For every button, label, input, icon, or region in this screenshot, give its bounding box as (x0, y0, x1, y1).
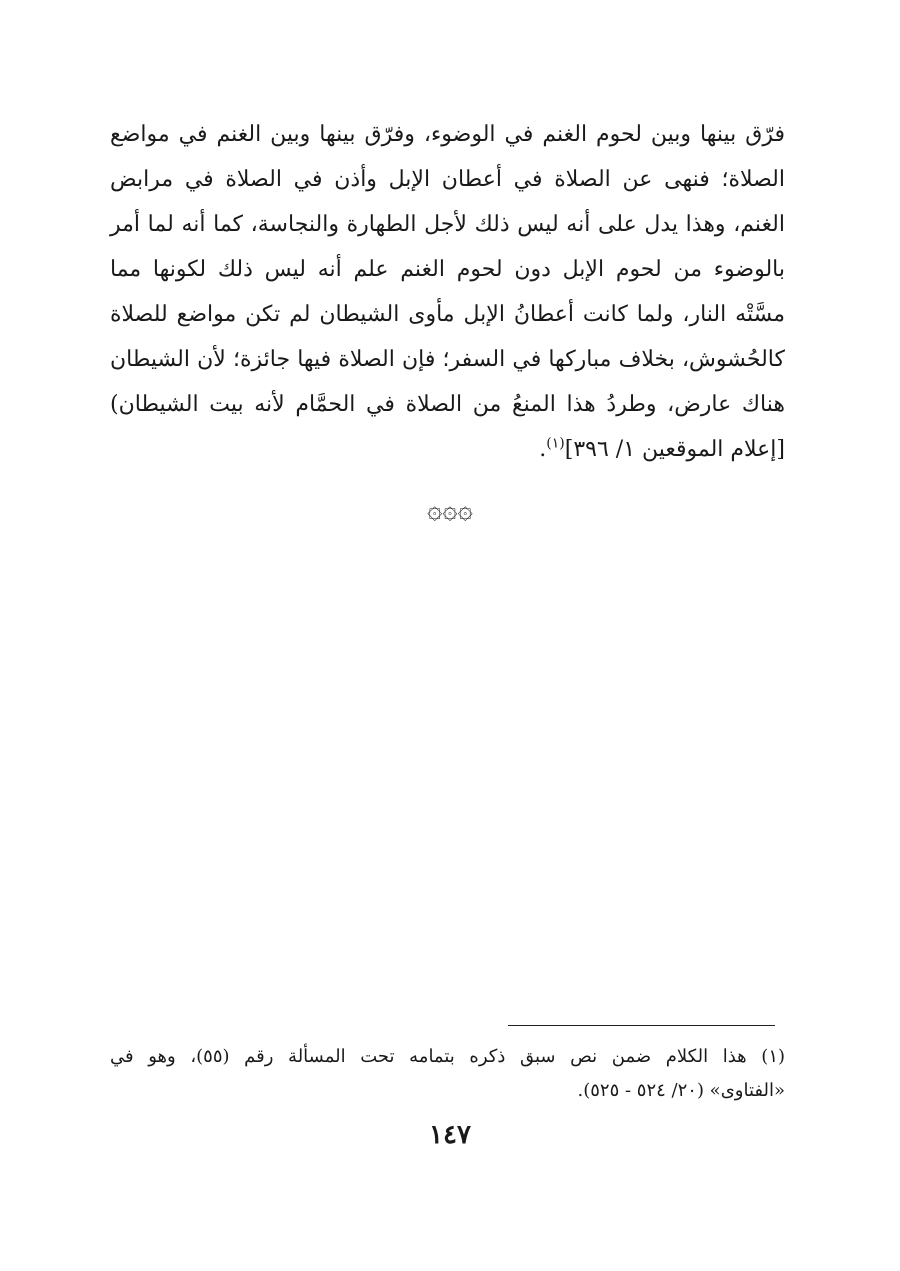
source-citation: [إعلام الموقعين ١/ ٣٩٦] (564, 437, 785, 462)
page-number: ١٤٧ (429, 1120, 471, 1150)
section-separator-ornaments: ۞۞۞ (427, 495, 473, 525)
footnote-marker: (١) (546, 435, 565, 452)
text-line: كالحُشوش، بخلاف مباركها في السفر؛ فإن الصلاة فيها جائزة؛ لأن الشيطان (110, 347, 785, 372)
footnote-line: «الفتاوى» (٢٠/ ٥٢٤ - ٥٢٥). (577, 1080, 785, 1101)
citation-line (110, 427, 785, 472)
footnote-block (110, 1040, 785, 1108)
text-line: بالوضوء من لحوم الإبل دون لحوم الغنم علم أنه ليس ذلك لكونها مما (110, 257, 785, 282)
text-line: فرّق بينها وبين لحوم الغنم في الوضوء، وفرّق بينها وبين الغنم في مواضع (110, 122, 785, 147)
text-line: الغنم، وهذا يدل على أنه ليس ذلك لأجل الطهارة والنجاسة، كما أنه لما أمر (110, 212, 785, 237)
text-line: هناك عارض، وطردُ هذا المنعُ من الصلاة في الحمَّام لأنه بيت الشيطان) (110, 392, 785, 417)
main-text-block (110, 112, 785, 472)
text-line: الصلاة؛ فنهى عن الصلاة في أعطان الإبل وأذن في الصلاة في مرابض (110, 167, 785, 192)
footnote-divider (508, 1025, 775, 1026)
footnote-line: (١) هذا الكلام ضمن نص سبق ذكره بتمامه تحت المسألة رقم (٥٥)، وهو في (110, 1046, 786, 1067)
text-line: مسَّتْه النار، ولما كانت أعطانُ الإبل مأوى الشيطان لم تكن مواضع للصلاة (110, 302, 785, 327)
citation-period: . (539, 437, 547, 462)
